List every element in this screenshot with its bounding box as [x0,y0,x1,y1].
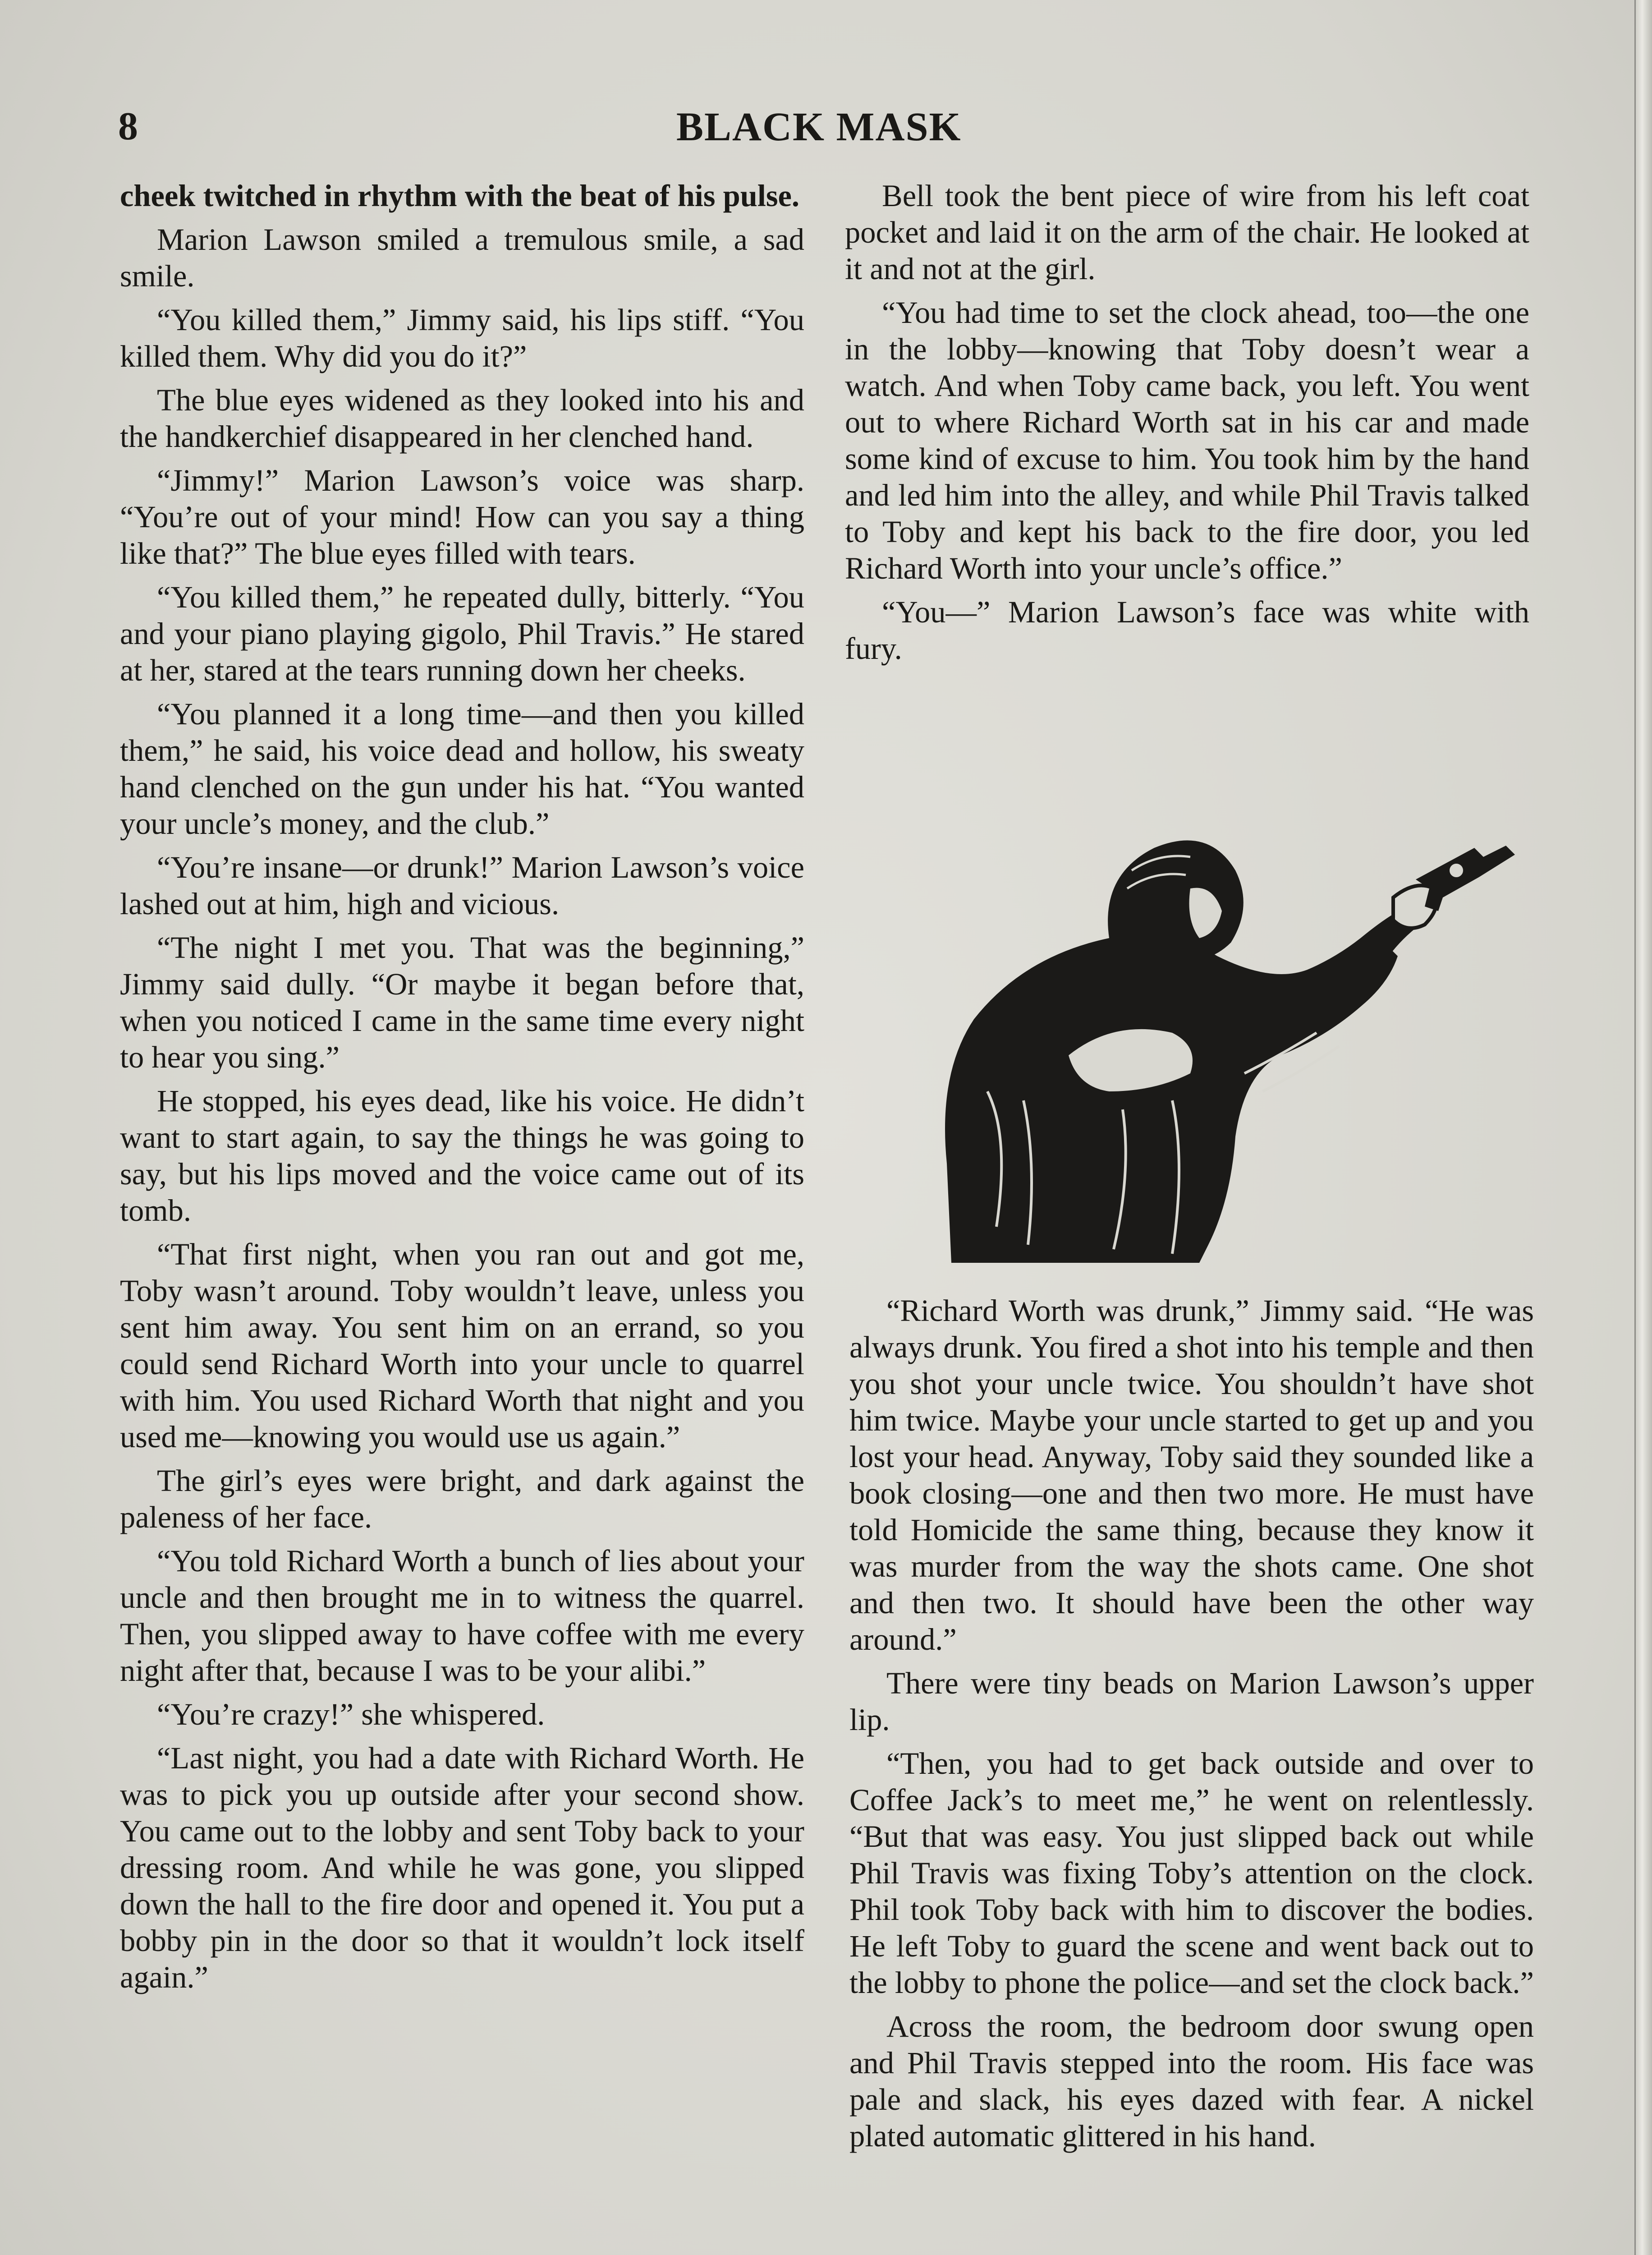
paragraph: There were tiny beads on Marion Lawson’s upper lip. [849,1666,1534,1737]
paragraph: Across the room, the bedroom door swung open and Phil Travis stepped into the room. His face was pale and slack, his eyes dazed with fear. A nickel plated automatic glittered in his hand. [849,2009,1534,2153]
paragraph: “You killed them,” Jimmy said, his lips stiff. “You killed them. Why did you do it?” [120,303,804,373]
paragraph: The girl’s eyes were bright, and dark against the paleness of her face. [120,1463,804,1534]
paragraph: “Jimmy!” Marion Lawson’s voice was sharp. “You’re out of your mind! How can you say a thing like that?” The blue eyes filled with tears. [120,463,804,571]
paragraph: “You killed them,” he repeated dully, bitterly. “You and your piano playing gigolo, Phil Travis.” He stared at her, stared at the tears running down her cheeks. [120,580,804,687]
revolver-cylinder [1448,862,1464,879]
head [1108,840,1244,961]
paragraph: “You planned it a long time—and then you killed them,” he said, his voice dead and hollow, his sweaty hand clenched on the gun under his hat. “You wanted your uncle’s money, and the club.” [120,697,804,841]
right-column-top [845,178,1529,674]
paragraph: He stopped, his eyes dead, like his voice. He didn’t want to start again, to say the things he was going to say, but his lips moved and the voice came out of its tomb. [120,1084,804,1228]
paragraph: Marion Lawson smiled a tremulous smile, a sad smile. [120,222,804,293]
paragraph: “Then, you had to get back outside and over to Coffee Jack’s to meet me,” he went on relentlessly. “But that was easy. You just slipped back out while Phil Travis was fixing Toby’s attention on the clock. Phil took Toby back with him to discover the bodies. He left Toby to guard the scene and went back out to the lobby to phone the police—and set the clock back.” [849,1746,1534,2000]
right-column-bottom [849,1293,1534,2162]
paragraph: “Last night, you had a date with Richard Worth. He was to pick you up outside after your second show. You came out to the lobby and sent Toby back to your dressing room. And while he was gone, you slipped down the hall to the fire door and opened it. You put a bobby pin in the door so that it wouldn’t lock itself again.” [120,1741,804,1994]
running-head [0,104,1652,158]
paragraph: “You—” Marion Lawson’s face was white with fury. [845,595,1529,666]
paragraph: Bell took the bent piece of wire from his left coat pocket and laid it on the arm of the chair. He looked at it and not at the girl. [845,179,1529,286]
paragraph: “That first night, when you ran out and got me, Toby wasn’t around. Toby wouldn’t leave, unless you sent him away. You sent him on an errand, so you could send Richard Worth into your uncle to quarrel with him. You used Richard Worth that night and you used me—knowing you would use us again.” [120,1237,804,1454]
paragraph: “The night I met you. That was the beginning,” Jimmy said dully. “Or maybe it began before that, when you noticed I came in the same time every night to hear you sing.” [120,930,804,1074]
page-edge [1634,0,1652,2255]
paragraph: The blue eyes widened as they looked into his and the handkerchief disappeared in her clenched hand. [120,383,804,454]
paragraph: “You had time to set the clock ahead, too—the one in the lobby—knowing that Toby doesn’t wear a watch. And when Toby came back, you left. You went out to where Richard Worth sat in his car and made some kind of excuse to him. You took him by the hand and led him into the alley, and while Phil Travis talked to Toby and kept his back to the fire door, you led Richard Worth into your uncle’s office.” [845,295,1529,585]
revolver [1416,846,1515,911]
paragraph: “You’re crazy!” she whispered. [157,1697,545,1731]
paragraph: “Richard Worth was drunk,” Jimmy said. “He was always drunk. You fired a shot into his temple and then you shot your uncle twice. You shouldn’t have shot him twice. Maybe your uncle started to get up and you lost your head. Anyway, Toby said they sounded like a book closing—one and then two more. He must have told Homicide the same thing, because they know it was murder from the way the shots came. One shot and then two. It should have been the other way around.” [849,1293,1534,1657]
paragraph: “You’re insane—or drunk!” Marion Lawson’s voice lashed out at him, high and vicious. [120,850,804,921]
magazine-title: BLACK MASK [676,105,962,149]
left-column [120,178,804,2003]
man-aiming-revolver-illustration [920,821,1519,1263]
page-number: 8 [118,105,138,148]
paragraph: cheek twitched in rhythm with the beat of his pulse. [120,179,800,213]
paragraph: “You told Richard Worth a bunch of lies about your uncle and then brought me in to witness the quarrel. Then, you slipped away to have coffee with me every night after that, because I was to be your alibi.” [120,1544,804,1688]
